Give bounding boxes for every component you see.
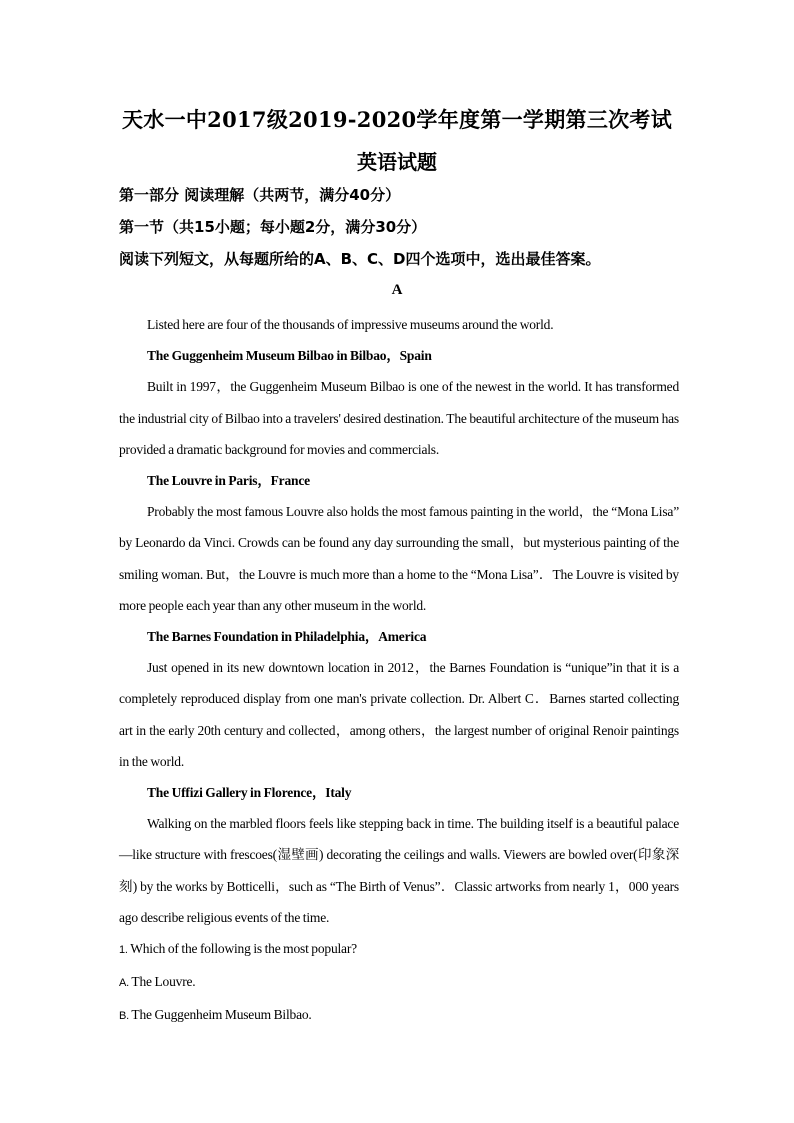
museum-paragraph: Just opened in its new downtown location in 2012，the Barnes Foundation is “unique”in that it is a completely reproduced display from one man's private collection. Dr. Albert C．Barnes started collecting art in the early 20th century and collected，among others，the largest number of original Renoir paintings in the world. xyxy=(119,660,679,769)
museum-paragraph: Probably the most famous Louvre also holds the most famous painting in the world，the “Mona Lisa” by Leonardo da Vinci. Crowds can be found any day surrounding the small，but mysterious painting of the smiling woman. But，the Louvre is much more than a home to the “Mona Lisa”．The Louvre is visited by more people each year than any other museum in the world. xyxy=(119,504,679,613)
option-letter: B. xyxy=(119,1010,129,1023)
exam-title: 天水一中2017级2019-2020学年度第一学期第三次考试 xyxy=(121,107,673,132)
museum-heading: The Louvre in Paris，France xyxy=(147,473,310,489)
section-heading: 第一节（共15小题；每小题2分，满分30分） xyxy=(119,218,427,236)
option-text: The Louvre. xyxy=(129,974,196,990)
option-letter: A. xyxy=(119,977,129,990)
option-a xyxy=(119,966,679,999)
museum-heading: The Barnes Foundation in Philadelphia，America xyxy=(147,629,427,645)
museum-heading: The Uffizi Gallery in Florence，Italy xyxy=(147,785,352,801)
passage-intro: Listed here are four of the thousands of impressive museums around the world. xyxy=(147,317,554,332)
question-text: Which of the following is the most popular? xyxy=(127,941,357,957)
question-stem xyxy=(119,933,679,966)
part-heading: 第一部分 阅读理解（共两节，满分40分） xyxy=(119,186,401,204)
instruction-text: 阅读下列短文，从每题所给的A、B、C、D四个选项中，选出最佳答案。 xyxy=(119,250,601,268)
museum-paragraph: Built in 1997，the Guggenheim Museum Bilbao is one of the newest in the world. It has transformed the industrial city of Bilbao into a travelers' desired destination. The beautiful architecture of the museum has provided a dramatic background for movies and commercials. xyxy=(119,379,679,457)
museum-heading: The Guggenheim Museum Bilbao in Bilbao，Spain xyxy=(147,348,432,364)
passage-body xyxy=(119,309,679,1033)
option-b xyxy=(119,999,679,1032)
option-text: The Guggenheim Museum Bilbao. xyxy=(129,1007,312,1023)
passage-label: A xyxy=(391,282,403,298)
museum-paragraph: Walking on the marbled floors feels like stepping back in time. The building itself is a beautiful palace—like structure with frescoes(湿壁画) decorating the ceilings and walls. Viewers are bowled over(印象深刻) by the works by Botticelli，such as “The Birth of Venus”．Classic artworks from nearly 1，000 years ago describe religious events of the time. xyxy=(119,816,679,925)
question-number: 1. xyxy=(119,944,128,957)
exam-subtitle: 英语试题 xyxy=(357,150,437,174)
